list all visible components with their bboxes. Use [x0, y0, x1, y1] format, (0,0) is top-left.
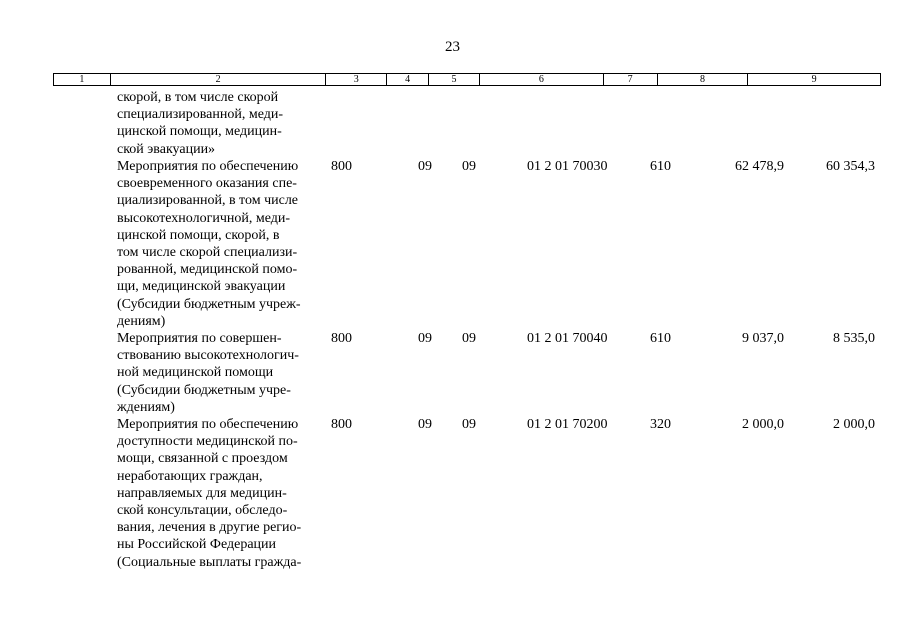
header-col-3: 3: [326, 74, 387, 85]
row-2-target-article: 01 2 01 70040: [527, 331, 608, 346]
row-1-amount-1: 62 478,9: [735, 159, 784, 174]
row-2-subsection: 09: [462, 331, 476, 346]
row-2-section: 09: [418, 331, 432, 346]
row-1-target-article: 01 2 01 70030: [527, 159, 608, 174]
row-3-amount-2: 2 000,0: [833, 417, 875, 432]
row-2-amount-2: 8 535,0: [833, 331, 875, 346]
row-3-amount-1: 2 000,0: [742, 417, 784, 432]
page-number: 23: [445, 39, 460, 55]
header-col-5: 5: [429, 74, 480, 85]
row-2-expense-type: 610: [650, 331, 671, 346]
table-header-row: [53, 73, 881, 86]
continuation-text: скорой, в том числе скорой специализированной, меди- цинской помощи, медицин- ской эвакуации»: [117, 90, 284, 157]
row-3-subsection: 09: [462, 417, 476, 432]
row-1-subsection: 09: [462, 159, 476, 174]
row-3-expense-type: 320: [650, 417, 671, 432]
row-1-ministry: 800: [331, 159, 352, 174]
row-2-ministry: 800: [331, 331, 352, 346]
row-3-target-article: 01 2 01 70200: [527, 417, 608, 432]
header-col-2: 2: [111, 74, 326, 85]
header-col-8: 8: [658, 74, 749, 85]
row-2-description: Мероприятия по совершен- ствованию высокотехнологич- ной медицинской помощи (Субсидии бюджетным учре- ждениям): [117, 331, 299, 415]
header-col-1: 1: [54, 74, 111, 85]
header-col-7: 7: [604, 74, 658, 85]
row-1-expense-type: 610: [650, 159, 671, 174]
header-col-6: 6: [480, 74, 604, 85]
row-1-section: 09: [418, 159, 432, 174]
header-col-9: 9: [811, 74, 817, 85]
row-1-amount-2: 60 354,3: [826, 159, 875, 174]
header-col-4: 4: [387, 74, 429, 85]
row-2-amount-1: 9 037,0: [742, 331, 784, 346]
row-3-section: 09: [418, 417, 432, 432]
row-1-description: Мероприятия по обеспечению своевременного оказания спе- циализированной, в том числе высокотехнологичной, меди- цинской помощи, скорой, в том числе скорой специализи- рованной, медицинской помо- щи, медицинской эвакуации (Субсидии бюджетным учреж- дениям): [117, 159, 301, 329]
row-3-ministry: 800: [331, 417, 352, 432]
row-3-description: Мероприятия по обеспечению доступности медицинской по- мощи, связанной с проездом неработающих граждан, направляемых для медицин- ской консультации, обследо- вания, лечения в другие регио- ны Российской Федерации (Социальные выплаты гражда-: [117, 417, 302, 570]
